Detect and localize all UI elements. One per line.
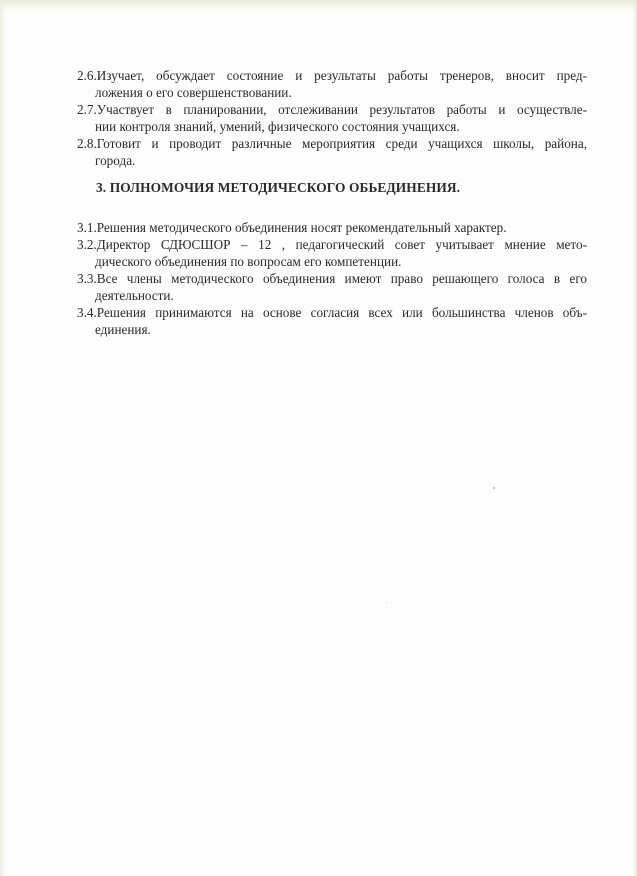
clause-line: 2.7.Участвует в планировании, отслеживании результатов работы и осуществле-: [77, 102, 587, 117]
scan-speck: [493, 487, 495, 489]
clause-line: ложения о его совершенствовании.: [95, 85, 292, 100]
clause-line: 2.6.Изучает, обсуждает состояние и результаты работы тренеров, вносит пред-: [77, 68, 587, 83]
clause-2-8: [77, 135, 587, 169]
clause-3-3: [77, 270, 587, 304]
scan-edge-top: [0, 0, 637, 12]
clause-2-7: [77, 101, 587, 135]
section-3-heading: 3. ПОЛНОМОЧИЯ МЕТОДИЧЕСКОГО ОБЬЕДИНЕНИЯ.: [96, 180, 461, 195]
clause-line: 2.8.Готовит и проводит различные мероприятия среди учащихся школы, района,: [77, 136, 587, 151]
clause-3-2: [77, 236, 587, 270]
scan-speck: [386, 602, 387, 603]
clause-line: дического объединения по вопросам его компетенции.: [95, 254, 402, 269]
clause-line: 3.3.Все члены методического объединения имеют право решающего голоса в его: [77, 271, 587, 286]
clause-line: города.: [95, 153, 136, 168]
clause-line: 3.2.Директор СДЮСШОР – 12 , педагогический совет учитывает мнение мето-: [77, 237, 587, 252]
clause-line: нии контроля знаний, умений, физического состояния учащихся.: [95, 119, 460, 134]
clause-line: деятельности.: [95, 288, 174, 303]
clause-line: единения.: [95, 322, 151, 337]
scan-edge-right: [633, 0, 637, 876]
scan-edge-left: [0, 0, 6, 876]
clause-line: 3.1.Решения методического объединения носят рекомендательный характер.: [77, 220, 507, 235]
clause-3-4: [77, 304, 587, 338]
clause-3-1: [77, 219, 587, 236]
clause-2-6: [77, 67, 587, 101]
clause-line: 3.4.Решения принимаются на основе согласия всех или большинства членов объ-: [77, 305, 587, 320]
